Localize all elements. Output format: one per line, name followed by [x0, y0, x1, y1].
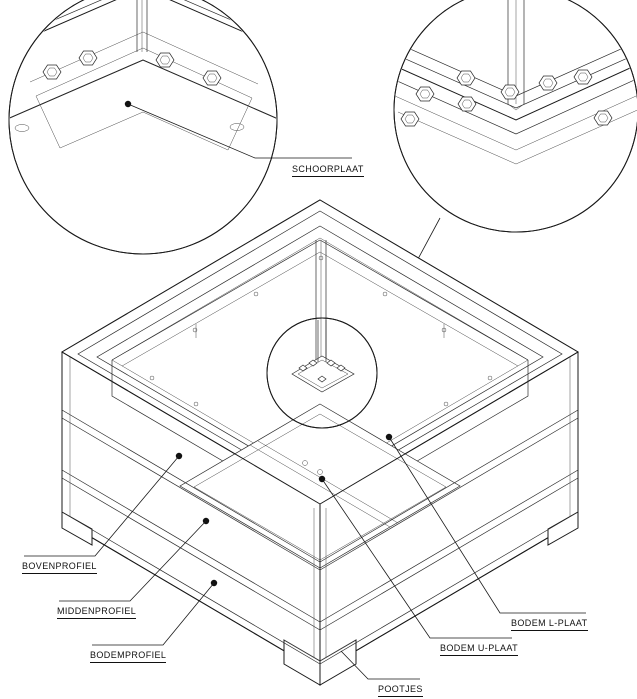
- callout-label-bodemprofiel: BODEMPROFIEL: [90, 650, 166, 663]
- callout-label-schoorplaat: SCHOORPLAAT: [292, 164, 364, 177]
- leader-schoorplaat: [128, 104, 352, 158]
- callout-label-bovenprofiel: BOVENPROFIEL: [22, 561, 97, 574]
- callout-label-pootjes: POOTJES: [378, 684, 423, 697]
- bolt-group-top-right: [401, 70, 612, 126]
- callout-label-bodem-l-plaat: BODEM L-PLAAT: [511, 618, 588, 631]
- callout-dot-schoorplaat: [125, 101, 131, 107]
- callout-label-bodem-u-plaat: BODEM U-PLAAT: [440, 643, 518, 656]
- callout-label-middenprofiel: MIDDENPROFIEL: [57, 606, 136, 619]
- planter-main-body: [62, 200, 578, 685]
- bolt-group-top-left: [15, 51, 244, 132]
